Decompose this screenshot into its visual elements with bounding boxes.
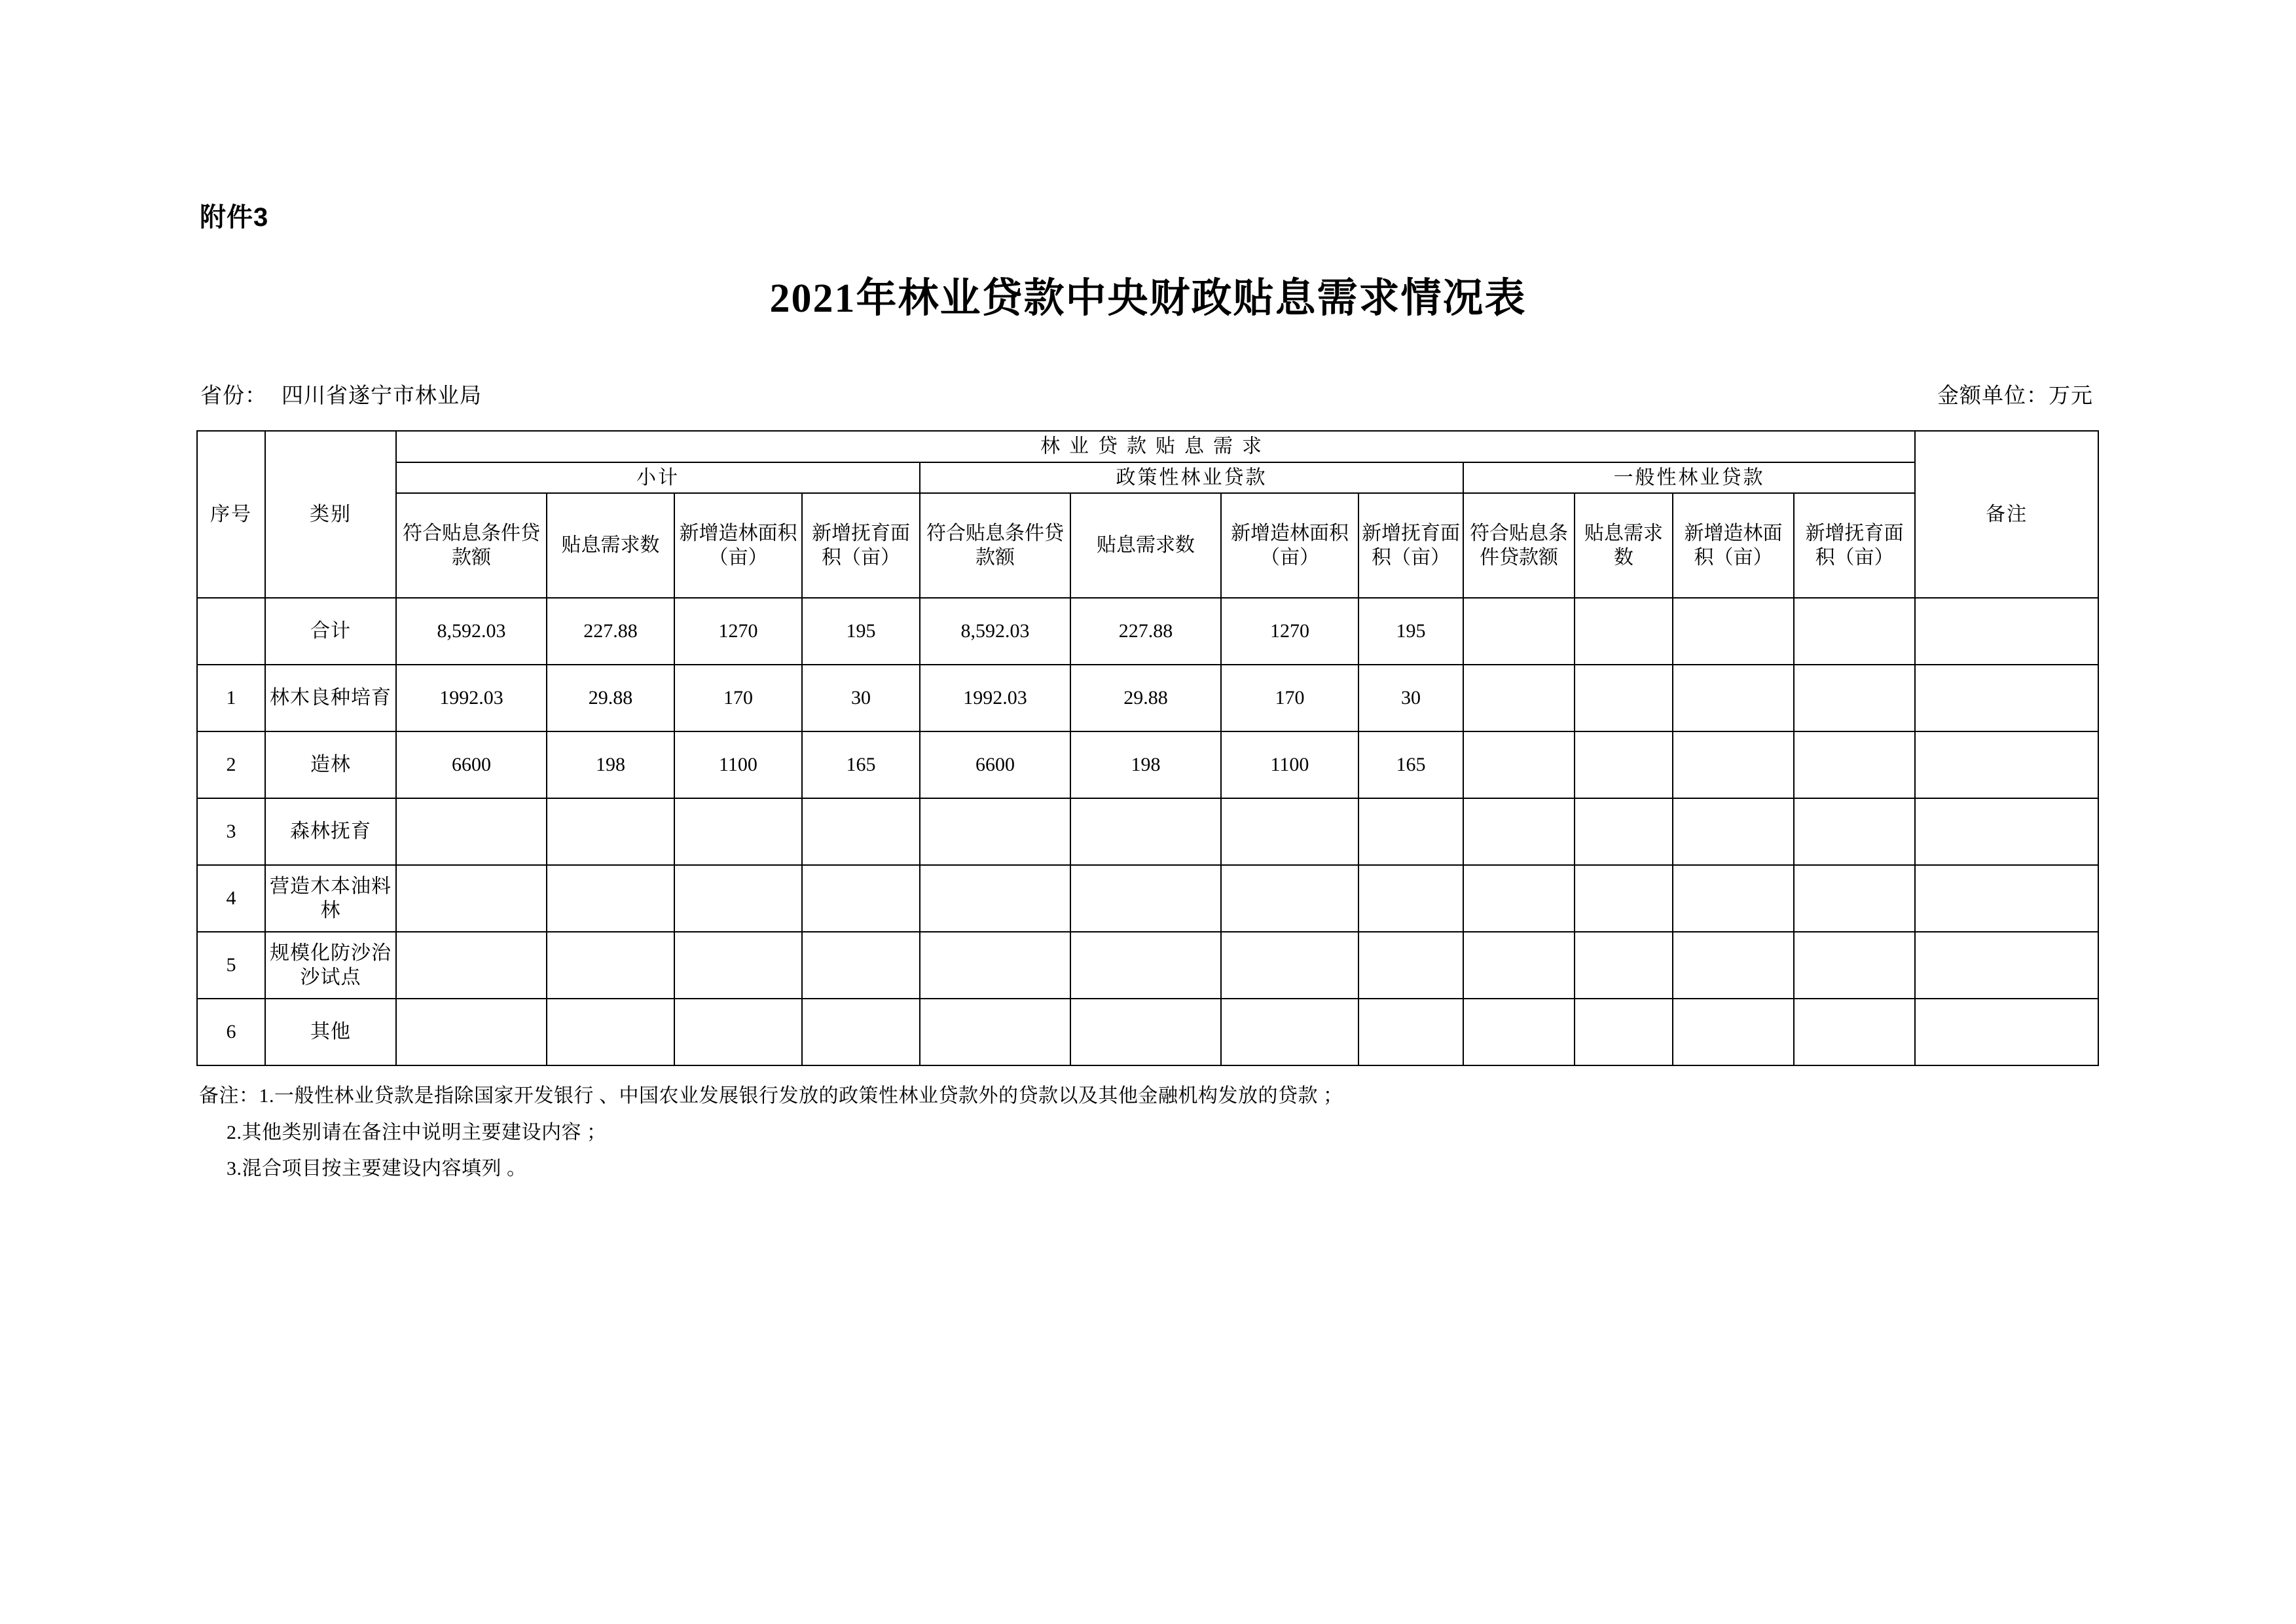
- row-cell: [1221, 798, 1358, 865]
- row-seq: 4: [197, 865, 265, 932]
- row-cell: 165: [802, 731, 920, 798]
- row-category: 规模化防沙治沙试点: [265, 932, 396, 999]
- header-subcol-8: 符合贴息条件贷款额: [1463, 493, 1575, 598]
- header-group-policy-loan: 政策性林业贷款: [920, 462, 1463, 494]
- subsidy-demand-table: [196, 430, 2099, 1066]
- table-header-row-2: [197, 462, 2098, 494]
- row-cell: [396, 932, 547, 999]
- table-header-row-1: [197, 431, 2098, 462]
- row-remark: [1915, 731, 2098, 798]
- row-cell: [1463, 731, 1575, 798]
- row-cell: 198: [1070, 731, 1221, 798]
- header-subcol-9: 贴息需求数: [1575, 493, 1673, 598]
- header-band-title: 林业贷款贴息需求: [396, 431, 1915, 462]
- province-value: 四川省遂宁市林业局: [282, 384, 482, 408]
- row-cell: [1575, 598, 1673, 665]
- row-cell: [1673, 798, 1794, 865]
- row-cell: [1358, 932, 1463, 999]
- table-row: [197, 798, 2098, 865]
- row-remark: [1915, 932, 2098, 999]
- table-header-row-3: [197, 493, 2098, 598]
- row-cell: 1100: [674, 731, 802, 798]
- row-seq: 3: [197, 798, 265, 865]
- row-cell: 6600: [920, 731, 1070, 798]
- header-seq: 序号: [197, 431, 265, 598]
- header-subcol-10: 新增造林面积（亩）: [1673, 493, 1794, 598]
- row-cell: [1221, 865, 1358, 932]
- row-cell: 227.88: [547, 598, 674, 665]
- row-cell: [1673, 665, 1794, 731]
- header-subcol-7: 新增抚育面积（亩）: [1358, 493, 1463, 598]
- header-subcol-1: 贴息需求数: [547, 493, 674, 598]
- header-subcol-5: 贴息需求数: [1070, 493, 1221, 598]
- header-subcol-2: 新增造林面积（亩）: [674, 493, 802, 598]
- row-seq: 6: [197, 999, 265, 1065]
- table-row: [197, 731, 2098, 798]
- row-cell: [547, 798, 674, 865]
- row-cell: [1673, 932, 1794, 999]
- row-category: 林木良种培育: [265, 665, 396, 731]
- header-subcol-4: 符合贴息条件贷款额: [920, 493, 1070, 598]
- row-cell: [1575, 999, 1673, 1065]
- row-seq: 1: [197, 665, 265, 731]
- table-row: [197, 999, 2098, 1065]
- row-cell: [1794, 999, 1915, 1065]
- row-cell: [920, 999, 1070, 1065]
- table-row: [197, 665, 2098, 731]
- row-cell: 8,592.03: [396, 598, 547, 665]
- header-subcol-6: 新增造林面积（亩）: [1221, 493, 1358, 598]
- province-label: 省份：: [200, 384, 267, 408]
- row-cell: [1463, 865, 1575, 932]
- row-cell: [920, 865, 1070, 932]
- row-cell: [802, 798, 920, 865]
- header-category: 类别: [265, 431, 396, 598]
- row-cell: [396, 999, 547, 1065]
- row-cell: 30: [1358, 665, 1463, 731]
- row-cell: [1673, 731, 1794, 798]
- row-category: 森林抚育: [265, 798, 396, 865]
- row-cell: [674, 865, 802, 932]
- unit-note: 金额单位：万元: [1937, 384, 2093, 408]
- row-cell: 30: [802, 665, 920, 731]
- row-cell: [1358, 798, 1463, 865]
- header-subcol-11: 新增抚育面积（亩）: [1794, 493, 1915, 598]
- province-info: [200, 378, 482, 409]
- row-cell: [1794, 665, 1915, 731]
- header-group-subtotal: 小计: [396, 462, 920, 494]
- row-cell: 165: [1358, 731, 1463, 798]
- row-cell: 1992.03: [920, 665, 1070, 731]
- row-cell: [674, 999, 802, 1065]
- row-category: 造林: [265, 731, 396, 798]
- row-cell: 198: [547, 731, 674, 798]
- row-cell: [1673, 865, 1794, 932]
- row-cell: [1794, 731, 1915, 798]
- row-cell: [920, 798, 1070, 865]
- row-category: 合计: [265, 598, 396, 665]
- row-remark: [1915, 865, 2098, 932]
- row-cell: [547, 865, 674, 932]
- row-cell: [1673, 999, 1794, 1065]
- row-category: 营造木本油料林: [265, 865, 396, 932]
- row-cell: [1575, 665, 1673, 731]
- table-notes: [196, 1078, 2100, 1187]
- row-cell: [1575, 731, 1673, 798]
- row-cell: [1463, 598, 1575, 665]
- row-cell: [1070, 865, 1221, 932]
- row-cell: 8,592.03: [920, 598, 1070, 665]
- row-cell: 6600: [396, 731, 547, 798]
- row-cell: [1358, 999, 1463, 1065]
- row-seq: [197, 598, 265, 665]
- row-cell: 170: [674, 665, 802, 731]
- row-cell: [1221, 932, 1358, 999]
- row-cell: [1463, 665, 1575, 731]
- row-cell: [1575, 932, 1673, 999]
- row-cell: [1794, 798, 1915, 865]
- row-cell: 1270: [1221, 598, 1358, 665]
- row-cell: [920, 932, 1070, 999]
- row-cell: [547, 932, 674, 999]
- row-cell: [1463, 932, 1575, 999]
- row-cell: 29.88: [547, 665, 674, 731]
- row-cell: [396, 865, 547, 932]
- note-line-3: 3.混合项目按主要建设内容填列 。: [227, 1158, 527, 1179]
- row-cell: [1070, 798, 1221, 865]
- row-cell: 1992.03: [396, 665, 547, 731]
- row-cell: [1575, 865, 1673, 932]
- row-seq: 2: [197, 731, 265, 798]
- row-remark: [1915, 598, 2098, 665]
- attachment-label: 附件3: [200, 203, 269, 232]
- row-remark: [1915, 999, 2098, 1065]
- row-seq: 5: [197, 932, 265, 999]
- note-line-2: 2.其他类别请在备注中说明主要建设内容 ；: [227, 1121, 607, 1143]
- row-cell: [1794, 932, 1915, 999]
- row-cell: [1673, 598, 1794, 665]
- header-group-general-loan: 一般性林业贷款: [1463, 462, 1915, 494]
- row-cell: [802, 932, 920, 999]
- header-remark: 备注: [1915, 431, 2098, 598]
- row-cell: [396, 798, 547, 865]
- row-cell: 227.88: [1070, 598, 1221, 665]
- meta-row: [196, 378, 2100, 409]
- row-cell: [802, 865, 920, 932]
- row-cell: [1358, 865, 1463, 932]
- row-cell: 29.88: [1070, 665, 1221, 731]
- row-cell: [547, 999, 674, 1065]
- table-row: [197, 932, 2098, 999]
- row-cell: [1070, 999, 1221, 1065]
- row-cell: [674, 932, 802, 999]
- row-cell: [802, 999, 920, 1065]
- header-subcol-3: 新增抚育面积（亩）: [802, 493, 920, 598]
- table-row: [197, 598, 2098, 665]
- row-cell: [1794, 865, 1915, 932]
- note-line-1: 备注：1.一般性林业贷款是指除国家开发银行 、中国农业发展银行发放的政策性林业贷款外的贷款以及其他金融机构发放的贷款 ；: [199, 1085, 1343, 1107]
- row-cell: [674, 798, 802, 865]
- row-category: 其他: [265, 999, 396, 1065]
- row-remark: [1915, 798, 2098, 865]
- page-title: 2021年林业贷款中央财政贴息需求情况表: [769, 276, 1527, 321]
- row-cell: [1794, 598, 1915, 665]
- row-cell: [1070, 932, 1221, 999]
- row-cell: [1221, 999, 1358, 1065]
- row-cell: [1463, 798, 1575, 865]
- row-cell: 1100: [1221, 731, 1358, 798]
- row-cell: 170: [1221, 665, 1358, 731]
- row-remark: [1915, 665, 2098, 731]
- table-row: [197, 865, 2098, 932]
- row-cell: 195: [802, 598, 920, 665]
- row-cell: [1575, 798, 1673, 865]
- row-cell: 195: [1358, 598, 1463, 665]
- row-cell: 1270: [674, 598, 802, 665]
- header-subcol-0: 符合贴息条件贷款额: [396, 493, 547, 598]
- row-cell: [1463, 999, 1575, 1065]
